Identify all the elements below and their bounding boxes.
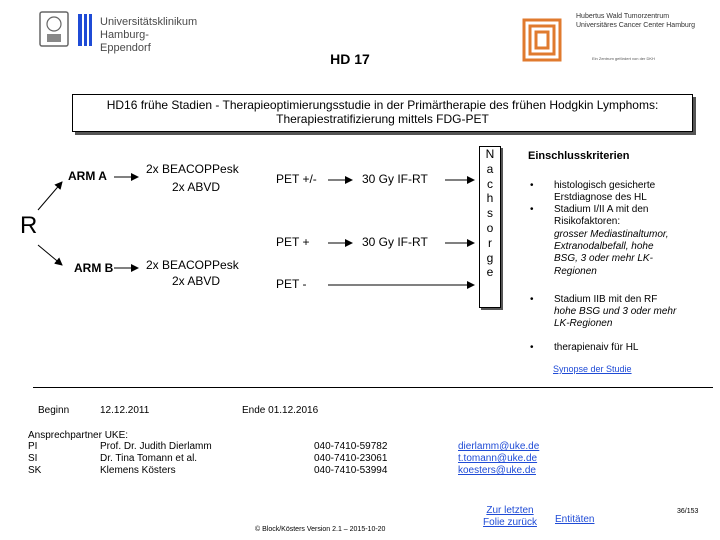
hub-name-line1: Hubertus Wald Tumorzentrum (576, 13, 670, 20)
bullet: • (530, 180, 534, 191)
arm-b-chemo2: 2x ABVD (172, 274, 221, 288)
criterion-text: BSG, 3 oder mehr LK- (554, 253, 653, 264)
contact-email[interactable]: koesters@uke.de (458, 465, 536, 476)
nachsorge-letter: c (487, 176, 493, 191)
nachsorge-letter: o (486, 220, 494, 235)
page-title: HD 17 (330, 51, 370, 67)
criterion-text: LK-Regionen (554, 318, 613, 329)
criterion-text: Extranodalbefall, hohe (554, 241, 654, 252)
nachsorge-box (479, 146, 501, 308)
hub-small-text: Ein Zentrum gefördert von der DKH (592, 56, 655, 61)
contact-phone: 040-7410-53994 (314, 465, 388, 476)
arm-a-label: ARM A (68, 169, 107, 183)
nachsorge-letter: e (486, 265, 494, 280)
contacts-heading: Ansprechpartner UKE: (28, 430, 129, 441)
nachsorge-letter: h (486, 191, 494, 206)
hub-name-line2: Universitäres Cancer Center Hamburg (576, 22, 696, 29)
criterion-text: histologisch gesicherte (554, 180, 656, 191)
begin-label: Beginn (38, 405, 70, 416)
study-description: HD16 frühe Stadien - Therapieoptimierungsstudie in der Primärtherapie des frühen Hodgkin Lymphoms: Therapiestratifizierung mittels FDG-PET (72, 94, 693, 132)
divider (33, 387, 713, 388)
randomization-label: R (20, 212, 38, 239)
criterion-text: hohe BSG und 3 oder mehr (554, 306, 677, 317)
arm-b-pet-pos: PET + (276, 235, 310, 249)
contact-phone: 040-7410-59782 (314, 441, 388, 452)
arm-a-pet: PET +/- (276, 172, 317, 186)
back-link-line2: Folie zurück (483, 517, 537, 528)
criterion-text: Erstdiagnose des HL (554, 192, 647, 203)
criterion-text: therapienaiv für HL (554, 342, 639, 353)
nachsorge-letter: g (486, 250, 494, 265)
entities-link[interactable]: Entitäten (555, 514, 595, 525)
arm-a-chemo: 2x BEACOPPesk (146, 162, 239, 176)
bullet: • (530, 294, 534, 305)
arm-b-pet-neg: PET - (276, 277, 307, 291)
contact-name: Dr. Tina Tomann et al. (100, 453, 198, 464)
contact-role: SK (28, 465, 42, 476)
contact-phone: 040-7410-23061 (314, 453, 388, 464)
contact-email[interactable]: dierlamm@uke.de (458, 441, 540, 452)
criterion-text: Regionen (554, 266, 597, 277)
arm-b-chemo: 2x BEACOPPesk (146, 258, 239, 272)
contact-name: Klemens Kösters (100, 465, 176, 476)
nachsorge-letter: s (487, 206, 493, 221)
uke-name-line1: Universitätsklinikum (100, 16, 198, 28)
criteria-heading: Einschlusskriterien (528, 150, 630, 162)
bullet: • (530, 204, 534, 215)
arm-a-rt: 30 Gy IF-RT (362, 172, 428, 186)
end-date: Ende 01.12.2016 (242, 405, 319, 416)
criterion-text: Risikofaktoren: (554, 216, 621, 227)
nachsorge-letter: r (488, 235, 492, 250)
contact-email[interactable]: t.tomann@uke.de (458, 453, 538, 464)
page-number: 36/153 (677, 508, 699, 515)
back-link-line1: Zur letzten (486, 505, 534, 516)
synopse-link[interactable]: Synopse der Studie (553, 364, 632, 374)
arm-b-rt: 30 Gy IF-RT (362, 235, 428, 249)
begin-date: 12.12.2011 (100, 405, 150, 416)
arm-a-chemo2: 2x ABVD (172, 180, 221, 194)
criterion-text: Stadium I/II A mit den (554, 204, 649, 215)
nachsorge-letter: a (486, 161, 494, 176)
criterion-text: grosser Mediastinaltumor, (554, 229, 669, 240)
uke-name-line2: Hamburg-Eppendorf (100, 29, 151, 54)
bullet: • (530, 342, 534, 353)
arm-b-label: ARM B (74, 261, 114, 275)
contact-role: SI (28, 453, 38, 464)
back-link[interactable] (478, 505, 542, 529)
contact-role: PI (28, 441, 38, 452)
footer-copyright: © Block/Kösters Version 2.1 – 2015-10-20 (255, 526, 386, 533)
nachsorge-letter: N (485, 147, 495, 161)
contact-name: Prof. Dr. Judith Dierlamm (100, 441, 212, 452)
criterion-text: Stadium IIB mit den RF (554, 294, 658, 305)
